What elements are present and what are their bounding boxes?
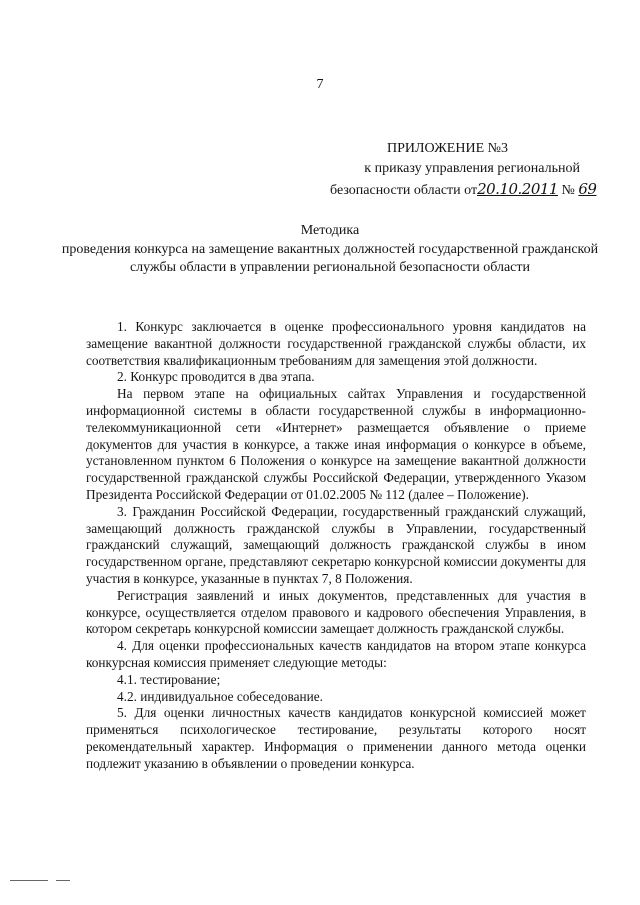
paragraph-3: На первом этапе на официальных сайтах Управления и государственной информационной системы в области государственной службы в информационно-телекоммуникационной сети «Интернет» размещается объявление о приеме документов для участия в конкурсе, а также иная информация о конкурсе в объеме, установленном пунктом 6 Положения о конкурсе на замещение вакантной должности государственной гражданской службы Российской Федерации, утвержденного Указом Президента Российской Федерации от 01.02.2005 № 112 (далее – Положение). bbox=[86, 386, 586, 502]
appendix-number-prefix: № bbox=[561, 183, 575, 198]
paragraph-5: Регистрация заявлений и иных документов, представленных для участия в конкурсе, осуществляется отделом правового и кадрового обеспечения Управления, в котором секретарь конкурсной комиссии замещает должность гражданской службы. bbox=[86, 587, 586, 637]
paragraph-7: 4.1. тестирование; bbox=[117, 671, 221, 687]
handwritten-order-number: 69 bbox=[578, 180, 597, 198]
paragraph-4: 3. Гражданин Российской Федерации, государственный гражданский служащий, замещающий должность гражданской службы в Управлении, государственный гражданский служащий, замещающий должность гражданской службы в ином государственном органе, представляют секретарю конкурсной комиссии документы для участия в конкурсе, указанные в пунктах 7, 8 Положения. bbox=[86, 503, 586, 586]
appendix-order-reference: к приказу управления региональной bbox=[364, 161, 580, 176]
paragraph-6: 4. Для оценки профессиональных качеств кандидатов на втором этапе конкурса конкурсная комиссия применяет следующие методы: bbox=[86, 638, 586, 670]
appendix-header bbox=[330, 139, 597, 201]
document-body bbox=[86, 319, 586, 773]
appendix-date-prefix: безопасности области от bbox=[330, 183, 478, 198]
methodology-heading bbox=[60, 222, 600, 277]
methodology-subtitle: проведения конкурса на замещение вакантных должностей государственной гражданской службы области в управлении региональной безопасности области bbox=[61, 242, 599, 275]
paragraph-2: 2. Конкурс проводится в два этапа. bbox=[117, 369, 315, 385]
methodology-title: Методика bbox=[300, 223, 360, 238]
appendix-date-number-line bbox=[330, 179, 597, 201]
paragraph-9: 5. Для оценки личностных качеств кандидатов конкурсной комиссией может применяться психологическое тестирование, результаты которого носят рекомендательный характер. Информация о применении данного метода оценки подлежит указанию в объявлении о проведении конкурса. bbox=[86, 705, 586, 771]
appendix-title: ПРИЛОЖЕНИЕ №3 bbox=[387, 141, 508, 156]
scan-artifact-dashes bbox=[10, 880, 70, 881]
paragraph-1: 1. Конкурс заключается в оценке профессионального уровня кандидатов на замещение вакантной должности государственной гражданской службы области, их соответствия квалификационным требованиям для замещения этой должности. bbox=[86, 319, 586, 368]
paragraph-8: 4.2. индивидуальное собеседование. bbox=[117, 688, 323, 704]
handwritten-date: 20.10.2011 bbox=[477, 180, 558, 198]
page-number: 7 bbox=[316, 77, 324, 92]
